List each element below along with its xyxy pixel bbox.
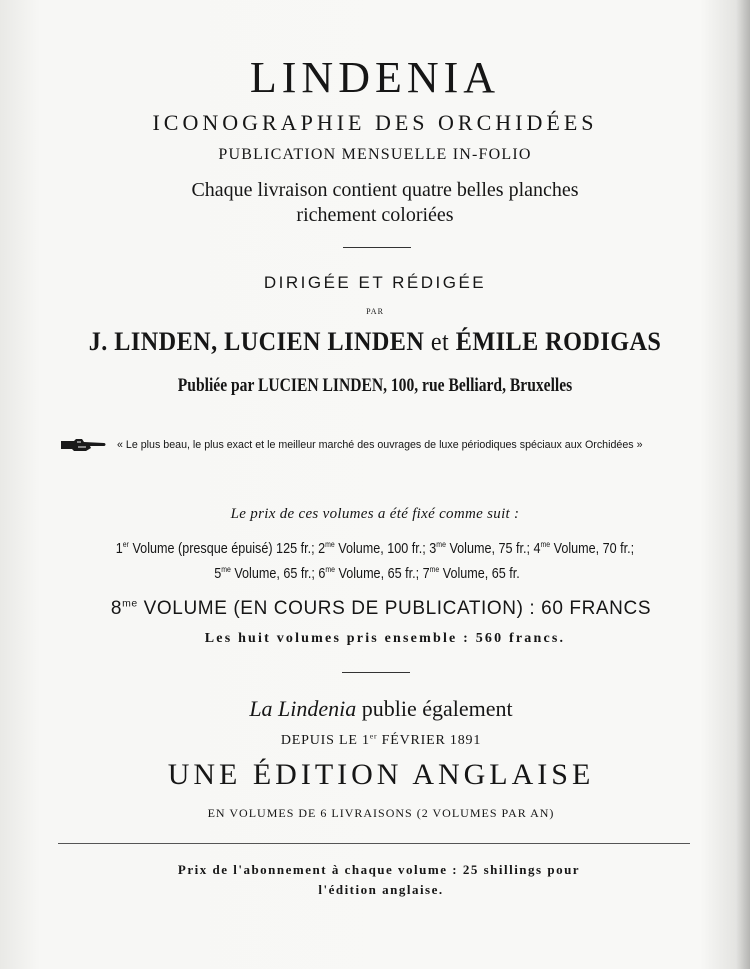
publisher-line: Publiée par LUCIEN LINDEN, 100, rue Belliard, Bruxelles: [177, 375, 573, 396]
v1-text: Volume (presque épuisé) 125 fr.;: [128, 540, 319, 557]
divider-rule-1: [343, 247, 411, 248]
v7-num: 7: [422, 565, 430, 582]
v4-text: Volume, 70 fr.;: [550, 540, 635, 557]
publication-frequency: PUBLICATION MENSUELLE IN-FOLIO: [218, 146, 532, 163]
v3-sup: me: [436, 540, 446, 549]
page-title: LINDENIA: [249, 53, 501, 102]
quote-row: [60, 438, 700, 452]
depuis-sup: er: [369, 731, 378, 741]
livraison-line-2: richement coloriées: [296, 204, 454, 226]
v2-text: Volume, 100 fr.;: [334, 540, 430, 557]
volume-prices-line-2: [52, 565, 682, 582]
vol8-text: VOLUME (EN COURS DE PUBLICATION) : 60 FRANCS: [137, 598, 652, 619]
v2-sup: me: [325, 540, 335, 549]
v4-num: 4: [533, 540, 541, 557]
v2-num: 2: [318, 540, 326, 557]
authors-et: et: [424, 327, 456, 356]
depuis-part-2: FÉVRIER 1891: [377, 733, 482, 748]
volume-8-line: [6, 598, 750, 620]
pointing-hand-icon: [60, 438, 106, 452]
vol8-sup: me: [122, 598, 138, 610]
lindenia-rest: publie également: [356, 696, 513, 721]
v6-text: Volume, 65 fr.;: [335, 565, 423, 582]
livraison-line-1: Chaque livraison contient quatre belles planches: [191, 179, 579, 201]
all-volumes-price: Les huit volumes pris ensemble : 560 francs.: [204, 631, 566, 646]
vol8-num: 8: [110, 598, 123, 619]
divider-rule-2: [342, 672, 410, 673]
divider-rule-3: [58, 843, 690, 844]
v5-num: 5: [214, 565, 222, 582]
volume-prices-line-1: [60, 540, 690, 557]
lindenia-italic: La Lindenia: [249, 696, 357, 721]
since-date-line: [6, 733, 750, 749]
directed-heading: DIRIGÉE ET RÉDIGÉE: [263, 273, 487, 292]
volumes-schedule: EN VOLUMES DE 6 LIVRAISONS (2 VOLUMES PAR AN): [207, 806, 555, 820]
v7-sup: me: [429, 565, 440, 574]
lindenia-publishes-line: [6, 696, 750, 722]
v3-text: Volume, 75 fr.;: [445, 540, 534, 557]
v5-text: Volume, 65 fr.;: [230, 565, 319, 582]
authors-line: [26, 327, 724, 357]
quote-text: « Le plus beau, le plus exact et le meilleur marché des ouvrages de luxe périodiques spéciaux aux Orchidées »: [117, 438, 643, 451]
english-edition-heading: UNE ÉDITION ANGLAISE: [167, 758, 595, 791]
subscription-line-1: Prix de l'abonnement à chaque volume : 25 shillings pour: [177, 862, 581, 877]
v3-num: 3: [429, 540, 437, 557]
v6-sup: me: [325, 565, 336, 574]
v1-sup: er: [122, 540, 129, 549]
v1-num: 1: [115, 540, 123, 557]
v4-sup: me: [540, 540, 551, 549]
v7-text: Volume, 65 fr.: [439, 565, 520, 582]
subscription-line-2: l'édition anglaise.: [318, 882, 444, 897]
authors-part-2: ÉMILE RODIGAS: [455, 327, 662, 356]
depuis-part-1: DEPUIS LE 1: [280, 733, 370, 748]
par-label: PAR: [366, 307, 384, 316]
price-intro: Le prix de ces volumes a été fixé comme suit :: [230, 506, 520, 522]
v5-sup: me: [221, 565, 231, 574]
authors-part-1: J. LINDEN, LUCIEN LINDEN: [88, 327, 425, 356]
page-subtitle: ICONOGRAPHIE DES ORCHIDÉES: [152, 110, 598, 135]
v6-num: 6: [318, 565, 326, 582]
